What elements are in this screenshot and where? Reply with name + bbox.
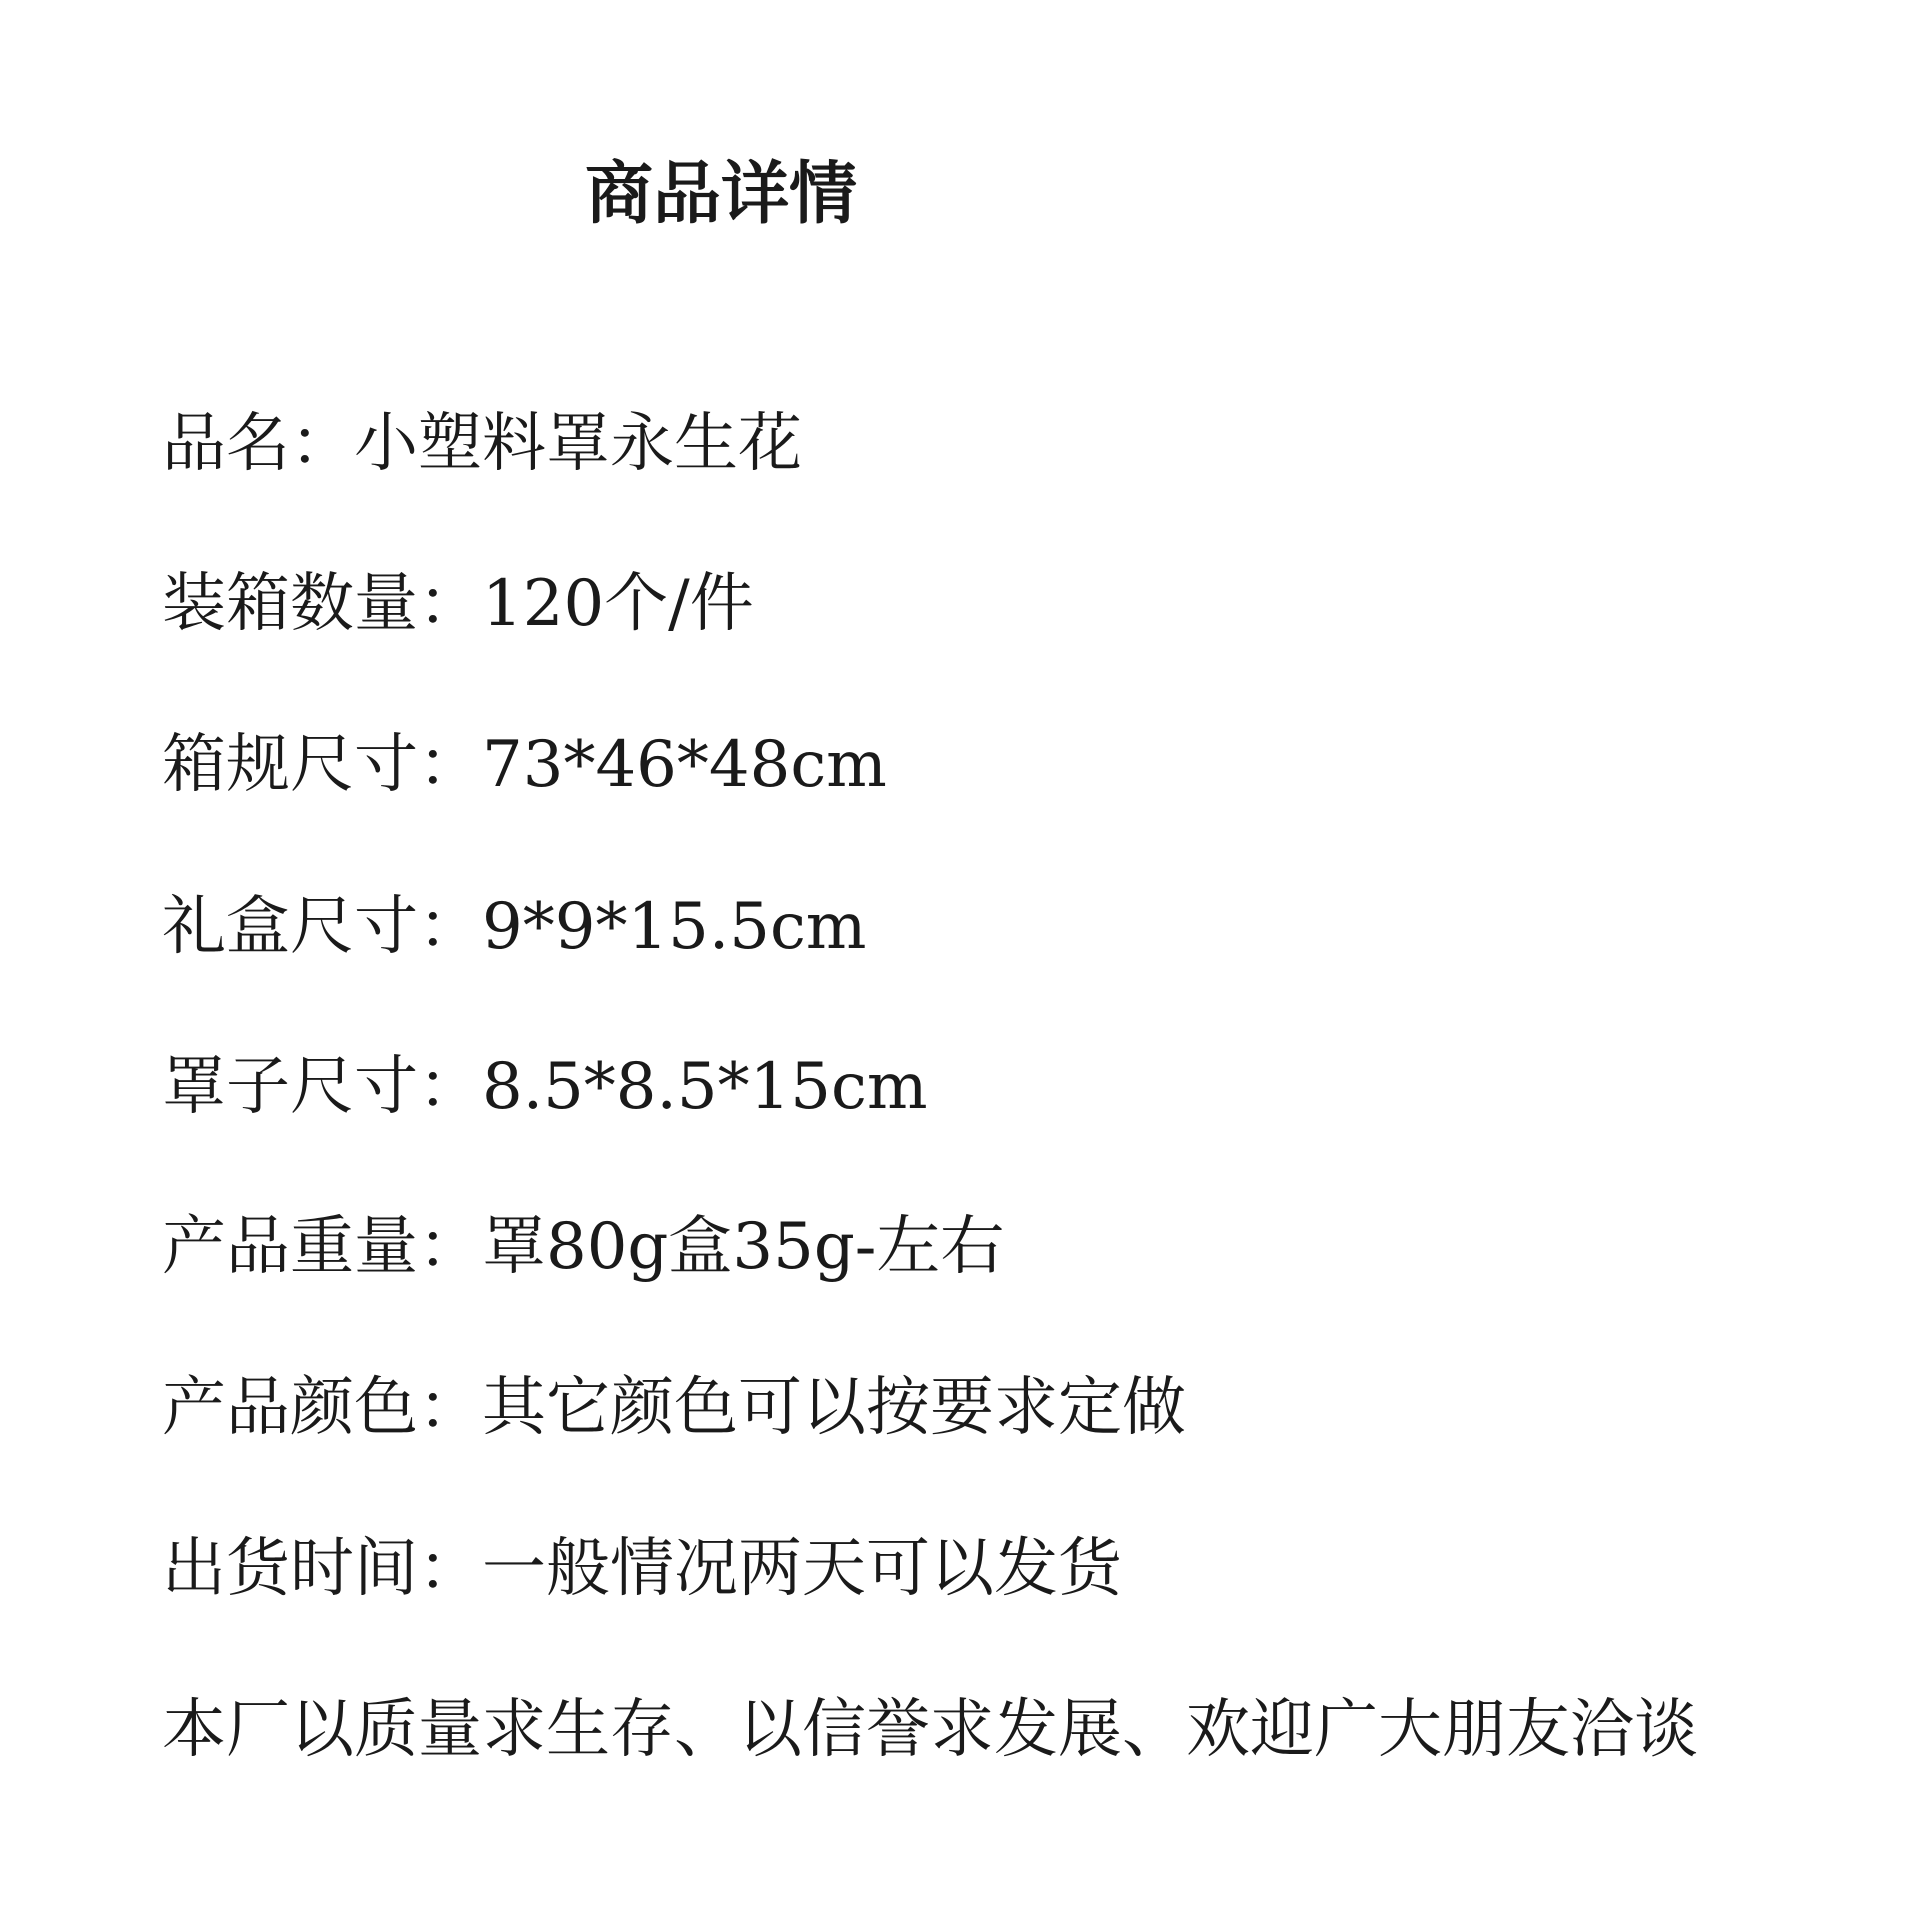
detail-value: 一般情况两天可以发货 — [482, 1532, 1122, 1606]
detail-value: 120个/件 — [482, 567, 754, 641]
detail-value: 9*9*15.5cm — [482, 890, 867, 964]
detail-row-product-name — [162, 407, 802, 481]
detail-label: 品名： — [162, 407, 354, 481]
detail-row-cover-size — [162, 1050, 928, 1124]
detail-row-product-weight — [162, 1210, 1005, 1284]
detail-label: 礼盒尺寸： — [162, 890, 482, 964]
detail-value: 其它颜色可以按要求定做 — [482, 1371, 1186, 1445]
detail-label: 箱规尺寸： — [162, 728, 482, 802]
detail-label: 出货时间： — [162, 1532, 482, 1606]
detail-label: 产品重量： — [162, 1210, 482, 1284]
detail-row-packing-quantity — [162, 567, 754, 641]
detail-label: 罩子尺寸： — [162, 1050, 482, 1124]
detail-label: 装箱数量： — [162, 567, 482, 641]
detail-value: 罩80g盒35g-左右 — [482, 1210, 1005, 1284]
page-title: 商品详情 — [585, 154, 858, 234]
detail-value: 73*46*48cm — [482, 728, 887, 802]
detail-row-product-color — [162, 1371, 1186, 1445]
detail-row-gift-box-size — [162, 890, 867, 964]
detail-label: 产品颜色： — [162, 1371, 482, 1445]
detail-row-carton-size — [162, 728, 887, 802]
factory-slogan: 本厂以质量求生存、以信誉求发展、欢迎广大朋友洽谈 — [162, 1693, 1698, 1767]
detail-value: 小塑料罩永生花 — [354, 407, 802, 481]
detail-row-shipping-time — [162, 1532, 1122, 1606]
detail-value: 8.5*8.5*15cm — [482, 1050, 928, 1124]
